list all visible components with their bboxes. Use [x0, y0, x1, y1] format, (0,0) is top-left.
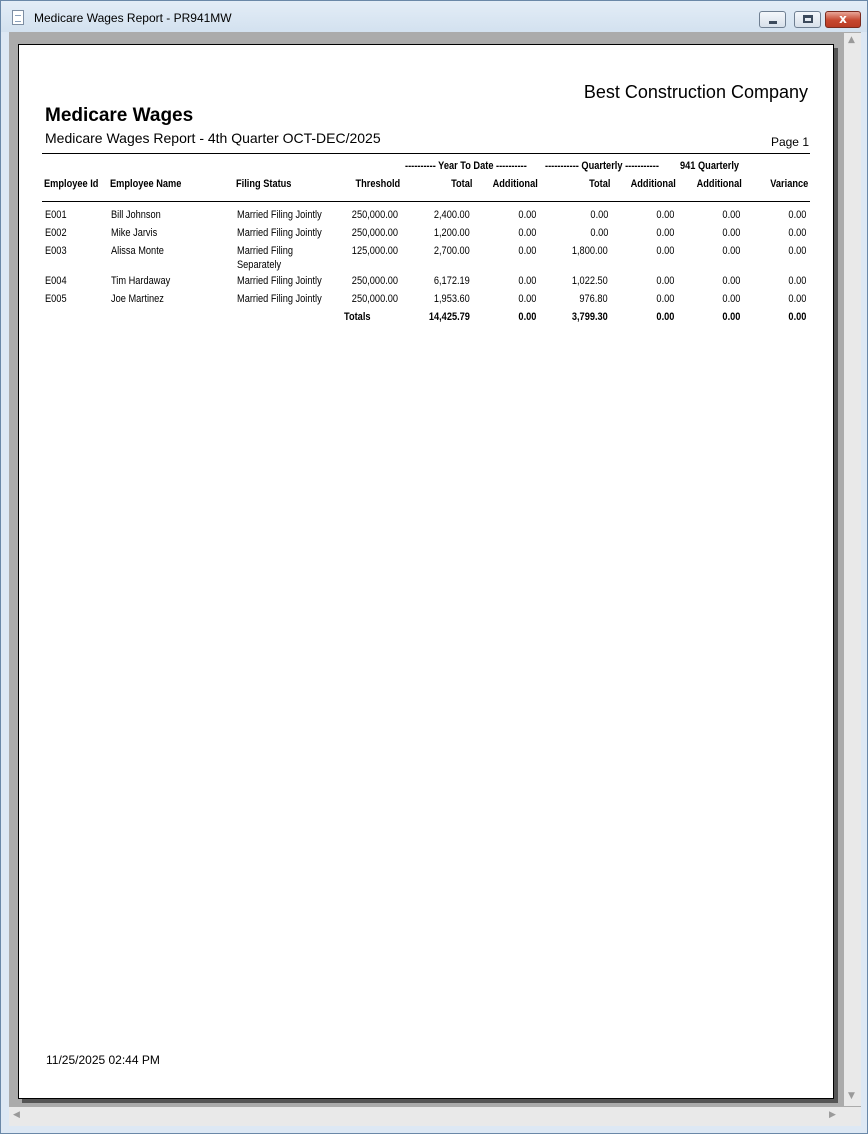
totals-quarterly-additional: 0.00 [656, 311, 674, 323]
quarterly-additional: 0.00 [656, 245, 674, 257]
column-header-employee-id: Employee Id [44, 178, 99, 190]
company-name: Best Construction Company [583, 82, 808, 102]
employee-name: Tim Hardaway [111, 275, 171, 287]
quarterly-total: 976.80 [579, 293, 608, 305]
employee-id: E002 [45, 227, 67, 239]
report-page [18, 44, 834, 1099]
quarterly-total: 0.00 [590, 209, 608, 221]
maximize-icon [803, 15, 813, 23]
filing-status: Married Filing [237, 245, 293, 257]
column-header-quarterly-additional: Additional [630, 178, 676, 190]
quarterly-total: 1,800.00 [572, 245, 608, 257]
column-header-variance: Variance [769, 178, 808, 190]
employee-id: E001 [45, 209, 67, 221]
employee-id: E004 [45, 275, 67, 287]
ytd-additional: 0.00 [518, 275, 536, 287]
quarterly-additional: 0.00 [656, 209, 674, 221]
document-icon [12, 10, 24, 25]
totals-941-additional: 0.00 [722, 311, 740, 323]
column-header-filing-status: Filing Status [236, 178, 292, 190]
column-header-ytd-total: Total [450, 178, 472, 190]
employee-id: E005 [45, 293, 67, 305]
header-divider [42, 153, 810, 154]
threshold: 250,000.00 [351, 227, 398, 239]
variance: 0.00 [788, 275, 806, 287]
scroll-down-icon[interactable]: ▼ [848, 1091, 855, 1101]
variance: 0.00 [788, 227, 806, 239]
threshold: 250,000.00 [351, 275, 398, 287]
page-number: Page 1 [770, 135, 809, 149]
window-title: Medicare Wages Report - PR941MW [34, 11, 232, 25]
close-icon: x [839, 12, 847, 26]
employee-name: Joe Martinez [111, 293, 164, 305]
totals-ytd-total: 14,425.79 [428, 311, 470, 323]
quarterly-additional: 0.00 [656, 293, 674, 305]
column-header-ytd-additional: Additional [492, 178, 538, 190]
employee-name: Alissa Monte [111, 245, 164, 257]
ytd-group-header: ---------- Year To Date ---------- [405, 160, 527, 172]
q941-additional: 0.00 [722, 209, 740, 221]
threshold: 125,000.00 [351, 245, 398, 257]
scroll-right-icon[interactable]: ▶ [829, 1110, 836, 1120]
totals-label: Totals [344, 311, 371, 323]
q941-additional: 0.00 [722, 245, 740, 257]
ytd-additional: 0.00 [518, 293, 536, 305]
filing-status: Married Filing Jointly [237, 227, 322, 239]
ytd-additional: 0.00 [518, 227, 536, 239]
column-header-threshold: Threshold [355, 178, 400, 190]
ytd-total: 2,400.00 [434, 209, 470, 221]
report-title: Medicare Wages [45, 105, 194, 126]
totals-ytd-additional: 0.00 [518, 311, 536, 323]
scroll-left-icon[interactable]: ◀ [13, 1110, 20, 1120]
horizontal-scrollbar[interactable] [9, 1107, 861, 1126]
threshold: 250,000.00 [351, 293, 398, 305]
quarterly-group-header: ----------- Quarterly ----------- [545, 160, 659, 172]
minimize-icon [769, 21, 777, 24]
quarterly-total: 1,022.50 [572, 275, 608, 287]
q941-group-header: 941 Quarterly [680, 160, 740, 172]
totals-quarterly-total: 3,799.30 [572, 311, 608, 323]
minimize-button[interactable] [759, 11, 786, 28]
threshold: 250,000.00 [351, 209, 398, 221]
ytd-total: 1,200.00 [434, 227, 470, 239]
employee-id: E003 [45, 245, 67, 257]
maximize-button[interactable] [794, 11, 821, 28]
variance: 0.00 [788, 245, 806, 257]
employee-name: Bill Johnson [111, 209, 161, 221]
vertical-scrollbar[interactable] [844, 33, 861, 1106]
ytd-total: 1,953.60 [434, 293, 470, 305]
quarterly-total: 0.00 [590, 227, 608, 239]
column-header-941-additional: Additional [696, 178, 742, 190]
ytd-additional: 0.00 [518, 209, 536, 221]
q941-additional: 0.00 [722, 227, 740, 239]
totals-variance: 0.00 [788, 311, 806, 323]
q941-additional: 0.00 [722, 275, 740, 287]
report-subtitle: Medicare Wages Report - 4th Quarter OCT-DEC/2025 [45, 130, 381, 146]
column-header-divider [42, 201, 810, 202]
filing-status: Married Filing Jointly [237, 275, 322, 287]
quarterly-additional: 0.00 [656, 275, 674, 287]
filing-status: Married Filing Jointly [237, 293, 322, 305]
filing-status: Married Filing Jointly [237, 209, 322, 221]
variance: 0.00 [788, 293, 806, 305]
ytd-additional: 0.00 [518, 245, 536, 257]
variance: 0.00 [788, 209, 806, 221]
filing-status-continued: Separately [237, 259, 282, 271]
ytd-total: 2,700.00 [434, 245, 470, 257]
employee-name: Mike Jarvis [111, 227, 158, 239]
ytd-total: 6,172.19 [434, 275, 470, 287]
column-header-employee-name: Employee Name [110, 178, 182, 190]
title-bar[interactable] [1, 1, 867, 32]
print-timestamp: 11/25/2025 02:44 PM [46, 1053, 160, 1067]
close-button[interactable] [825, 11, 861, 28]
column-header-quarterly-total: Total [588, 178, 610, 190]
quarterly-additional: 0.00 [656, 227, 674, 239]
scroll-up-icon[interactable]: ▲ [848, 35, 855, 45]
q941-additional: 0.00 [722, 293, 740, 305]
